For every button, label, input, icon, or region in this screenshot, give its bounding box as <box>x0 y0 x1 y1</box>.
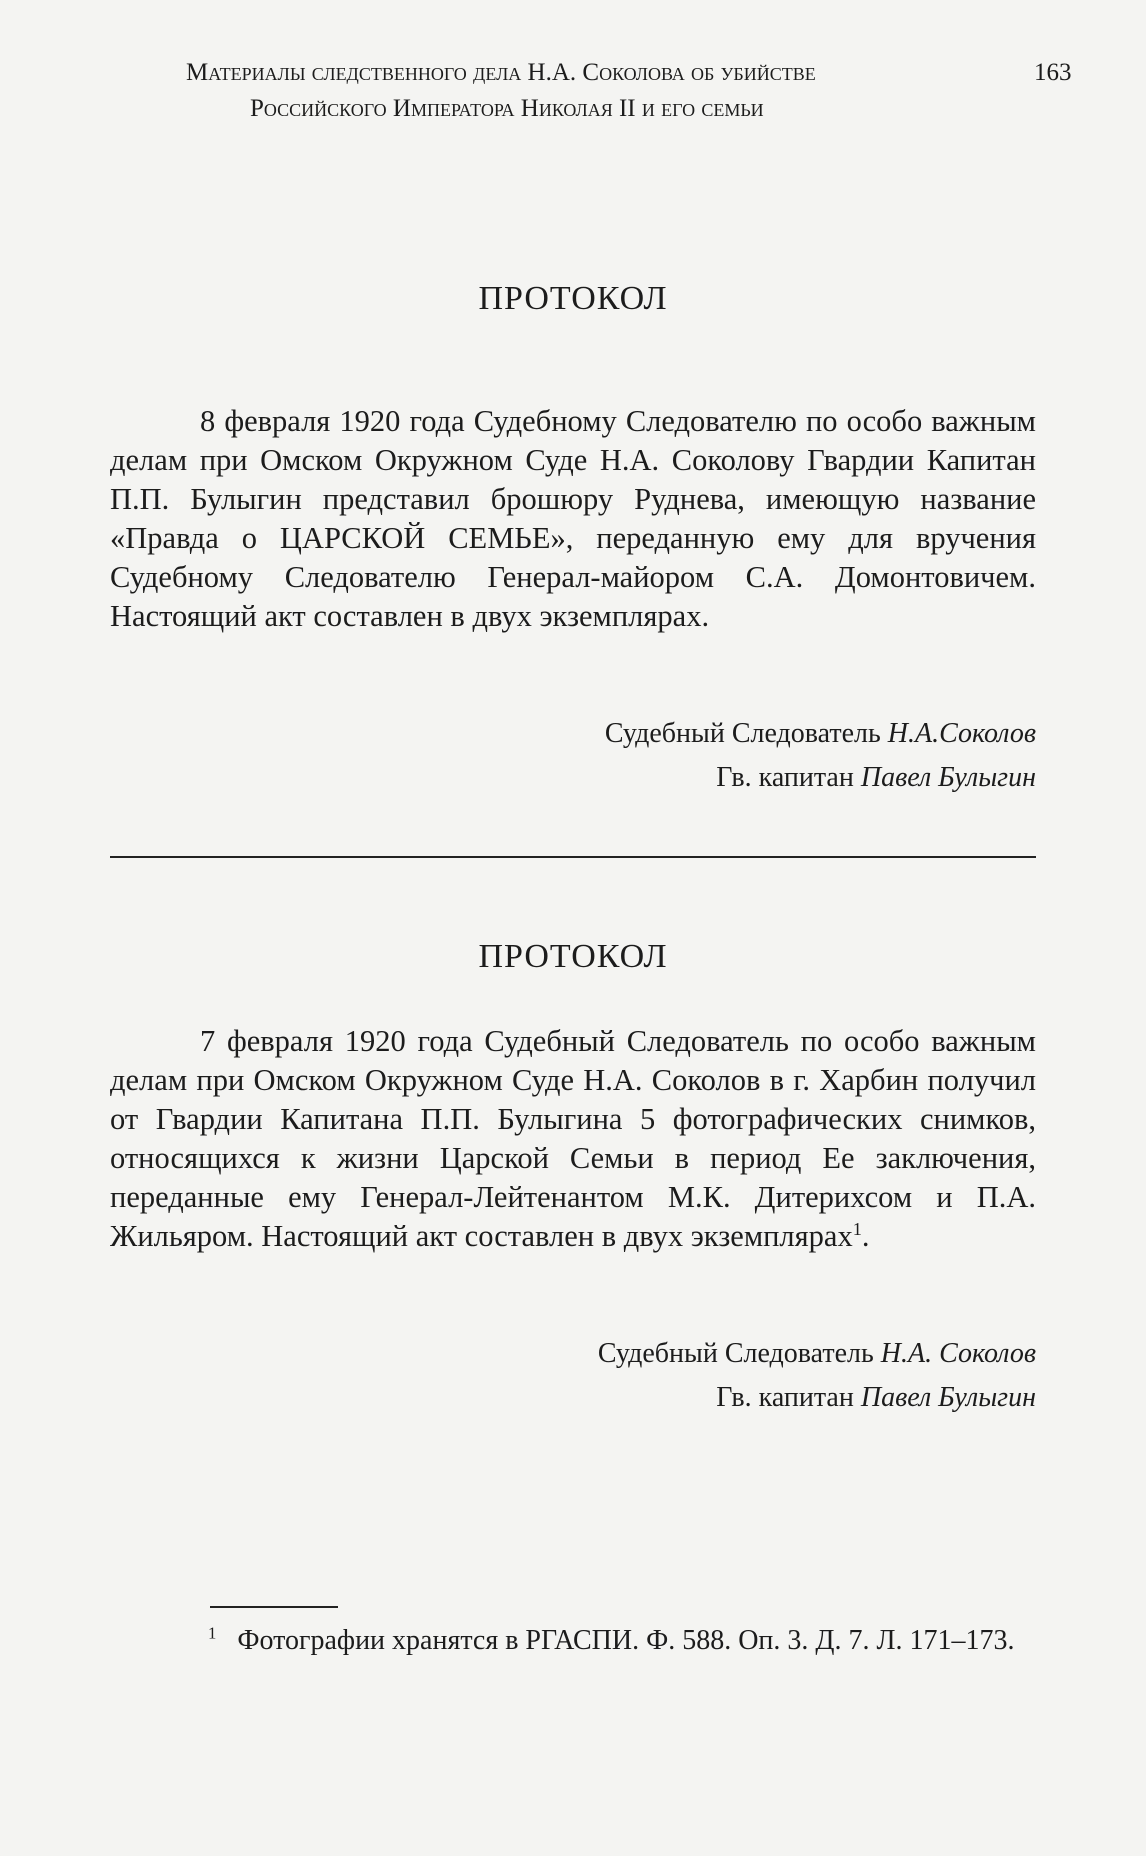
protocol-2-text: 7 февраля 1920 года Судебный Следователь по особо важным делам при Омском Окружном Суде Н.А. Соколов в г. Харбин получил от Гвардии Капитана П.П. Булыгина 5 фотографических снимков, относящихся к жизни Царской Семьи в период Ее заключения, переданные ему Генерал-Лейтенантом М.К. Дитерихсом и П.А. Жильяром. Настоящий акт составлен в двух экземплярах$^1$. <box>110 1024 1036 1253</box>
signature-name: Павел Булыгин <box>860 762 1036 793</box>
protocol-1-body <box>110 402 1036 636</box>
protocol-2-signature-captain: Гв. капитан Павел Булыгин <box>716 1382 1036 1413</box>
signature-name: Н.А.Соколов <box>887 718 1036 749</box>
protocol-2-signatures <box>110 1332 1036 1420</box>
footnote <box>110 1620 1036 1662</box>
page-number: 163 <box>1034 59 1072 86</box>
header-line-1: Материалы следственного дела Н.А. Соколова об убийстве <box>186 59 816 86</box>
protocol-2-body <box>110 1022 1036 1256</box>
header-line-2: Российского Императора Николая II и его семьи <box>250 95 764 122</box>
protocol-1-signatures <box>110 712 1036 800</box>
protocol-1-title: ПРОТОКОЛ <box>478 280 668 317</box>
signature-name: Павел Булыгин <box>860 1382 1036 1413</box>
protocol-1-text: 8 февраля 1920 года Судебному Следователю по особо важным делам при Омском Окружном Суде Н.А. Соколову Гвардии Капитан П.П. Булыгин представил брошюру Руднева, имеющую название «Правда о ЦАРСКОЙ СЕМЬЕ», переданную ему для вручения Судебному Следователю Генерал-майором С.А. Домонтовичем. Настоящий акт составлен в двух экземплярах. <box>110 404 1036 633</box>
footnote-reference[interactable]: 1 <box>852 1218 862 1239</box>
footnote-text: Фотографии хранятся в РГАСПИ. Ф. 588. Оп. 3. Д. 7. Л. 171–173. <box>237 1625 1015 1656</box>
protocol-1-signature-investigator: Судебный Следователь Н.А.Соколов <box>604 718 1036 749</box>
protocol-1-signature-captain: Гв. капитан Павел Булыгин <box>716 762 1036 793</box>
protocol-2-signature-investigator: Судебный Следователь Н.А. Соколов <box>597 1338 1036 1369</box>
footnote-divider <box>210 1606 338 1608</box>
signature-name: Н.А. Соколов <box>880 1338 1036 1369</box>
footnote-number: 1 <box>208 1623 217 1643</box>
protocol-2-title: ПРОТОКОЛ <box>478 938 668 975</box>
section-divider <box>110 856 1036 858</box>
